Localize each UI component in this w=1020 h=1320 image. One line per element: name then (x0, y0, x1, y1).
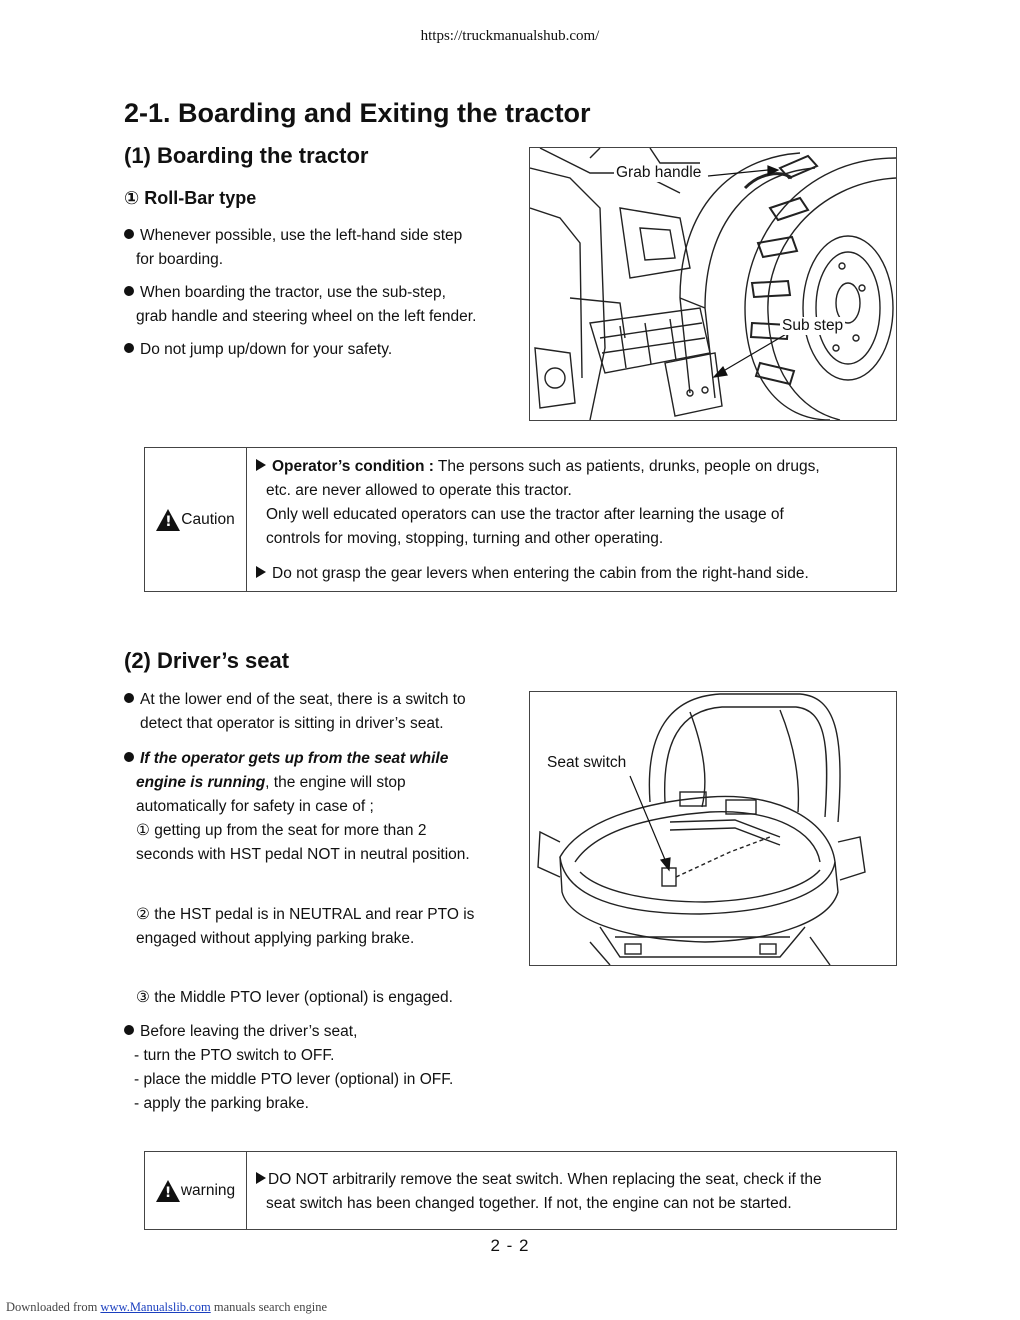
seat-illustration (530, 692, 896, 965)
warning-label-cell: ! warning (145, 1152, 247, 1229)
roll-bar-subheading: ① Roll-Bar type (124, 188, 257, 208)
arrow-right-icon (256, 566, 266, 578)
warning-content: DO NOT arbitrarily remove the seat switch. When replacing the seat, check if the seat switch has been changed together. If not, the engine can not be started. (256, 1168, 891, 1216)
warning-triangle-icon (156, 509, 180, 531)
drivers-seat-heading: (2) Driver’s seat (124, 648, 290, 673)
bullet-dot-icon (124, 343, 134, 353)
bullet-dot-icon (124, 752, 134, 762)
seat-condition-3: ③ the Middle PTO lever (optional) is engaged. (136, 989, 453, 1006)
warning-box (144, 1151, 897, 1230)
page-number: 2 - 2 (490, 1236, 530, 1255)
boarding-bullet-1: Whenever possible, use the left-hand side step for boarding. (124, 224, 462, 272)
boarding-bullet-3: Do not jump up/down for your safety. (124, 338, 392, 362)
seat-switch-label: Seat switch (547, 754, 627, 771)
sub-step-label: Sub step (782, 317, 844, 334)
grab-handle-label: Grab handle (616, 164, 702, 181)
footer: Downloaded from www.Manualslib.com manuals search engine (6, 1300, 327, 1314)
boarding-bullet-2: When boarding the tractor, use the sub-step, grab handle and steering wheel on the left fender. (124, 281, 476, 329)
seat-bullet-1: At the lower end of the seat, there is a switch to detect that operator is sitting in driver’s seat. (124, 688, 466, 736)
tractor-illustration (530, 148, 896, 420)
seat-condition-2: ② the HST pedal is in NEUTRAL and rear PTO is engaged without applying parking brake. (136, 906, 475, 947)
caution-content: Operator’s condition : The persons such as patients, drunks, people on drugs, etc. are never allowed to operate this tractor. Only well educated operators can use the tractor after learning the usage of controls for moving, stopping, turning and other operating. Do not grasp the gear levers when entering the cabin from the right-hand side. (256, 455, 886, 586)
manualslib-link[interactable]: www.Manualslib.com (100, 1300, 211, 1314)
boarding-heading: (1) Boarding the tractor (124, 143, 369, 168)
arrow-right-icon (256, 1172, 266, 1184)
caution-box (144, 447, 897, 592)
bullet-dot-icon (124, 1025, 134, 1035)
seat-bullet-3: Before leaving the driver’s seat, - turn the PTO switch to OFF. - place the middle PTO lever (optional) in OFF. - apply the parking brake. (124, 1020, 453, 1116)
caution-label-cell: ! Caution (145, 448, 247, 591)
warning-triangle-icon (156, 1180, 180, 1202)
arrow-right-icon (256, 459, 266, 471)
header-url: https://truckmanualshub.com/ (420, 28, 600, 44)
tractor-boarding-figure (529, 147, 897, 421)
seat-bullet-2: If the operator gets up from the seat while engine is running, the engine will stop automatically for safety in case of ; ① getting up from the seat for more than 2 seconds with HST pedal NOT in neutral position. (124, 747, 470, 867)
seat-switch-figure (529, 691, 897, 966)
bullet-dot-icon (124, 693, 134, 703)
section-title: 2-1. Boarding and Exiting the tractor (124, 98, 591, 128)
bullet-dot-icon (124, 286, 134, 296)
bullet-dot-icon (124, 229, 134, 239)
